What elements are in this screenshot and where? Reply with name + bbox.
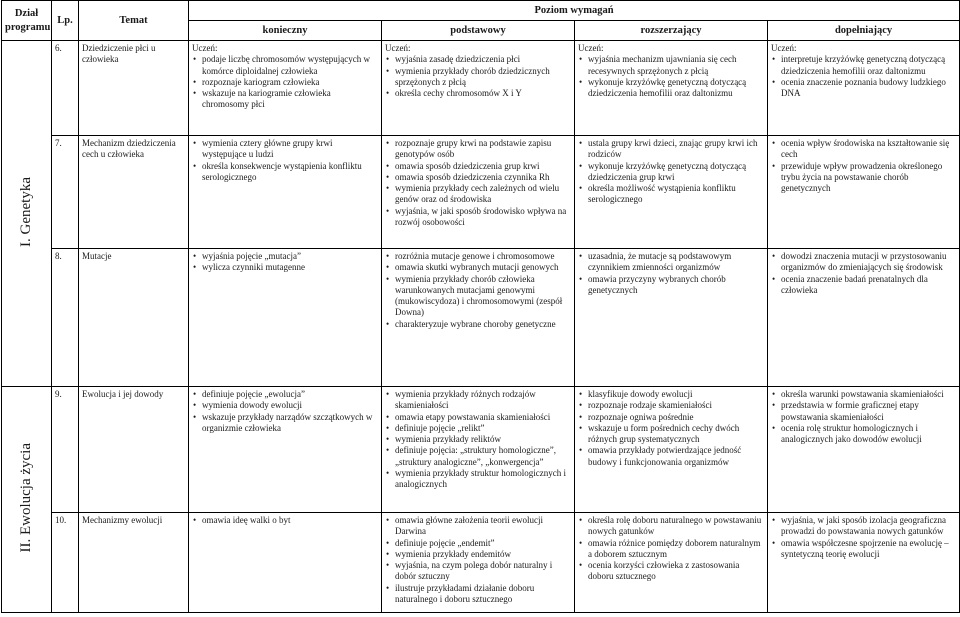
topic-title: Dziedziczenie płci u człowieka bbox=[79, 41, 189, 136]
requirement-item: • omawia ideę walki o byt bbox=[192, 515, 378, 526]
requirement-list bbox=[385, 138, 571, 228]
requirement-item: • wykonuje krzyżówkę genetyczną dotyczącą dziedziczenia hemofilii oraz daltonizmu bbox=[578, 77, 764, 100]
requirement-item: • wyjaśnia mechanizm ujawniania się cech recesywnych sprzężonych z płcią bbox=[578, 54, 764, 77]
topic-number: 10. bbox=[52, 513, 79, 613]
requirement-item: • wskazuje przykłady narządów szczątkowych w organizmie człowieka bbox=[192, 412, 378, 435]
table-row bbox=[2, 41, 960, 136]
requirement-item: • wymienia przykłady endemitów bbox=[385, 549, 571, 560]
topic-title: Mechanizmy ewolucji bbox=[79, 513, 189, 613]
requirement-item: • omawia sposób dziedziczenia czynnika Rh bbox=[385, 172, 571, 183]
requirement-list bbox=[192, 251, 378, 274]
requirement-item: • omawia sposób dziedziczenia grup krwi bbox=[385, 161, 571, 172]
section-cell bbox=[2, 41, 52, 387]
requirement-item: • ustala grupy krwi dzieci, znając grupy krwi ich rodziców bbox=[578, 138, 764, 161]
requirement-cell bbox=[382, 136, 575, 249]
topic-title: Mutacje bbox=[79, 249, 189, 387]
requirement-item: • ocenia znaczenie badań prenatalnych dla człowieka bbox=[771, 274, 956, 297]
requirement-item: • definiuje pojęcie „endemit” bbox=[385, 538, 571, 549]
requirement-cell bbox=[382, 513, 575, 613]
requirement-cell bbox=[189, 249, 382, 387]
requirement-item: • określa rolę doboru naturalnego w powstawaniu nowych gatunków bbox=[578, 515, 764, 538]
requirement-item: • rozpoznaje rodzaje skamieniałości bbox=[578, 400, 764, 411]
requirement-item: • ocenia korzyści człowieka z zastosowania doboru sztucznego bbox=[578, 560, 764, 583]
requirement-list bbox=[771, 515, 956, 560]
requirement-lead: Uczeń: bbox=[771, 43, 797, 53]
requirement-list bbox=[578, 251, 764, 296]
requirement-cell bbox=[768, 41, 960, 136]
requirement-cell bbox=[382, 41, 575, 136]
table-row bbox=[2, 513, 960, 613]
requirement-cell bbox=[382, 387, 575, 513]
table-row bbox=[2, 387, 960, 513]
header-level-dopelniajacy: dopełniający bbox=[768, 21, 960, 41]
requirement-list bbox=[385, 54, 571, 99]
requirement-list bbox=[192, 389, 378, 434]
requirement-list bbox=[192, 54, 378, 110]
requirement-item: • omawia skutki wybranych mutacji genowych bbox=[385, 262, 571, 273]
requirement-list bbox=[385, 389, 571, 490]
requirement-cell bbox=[575, 41, 768, 136]
table-row bbox=[2, 136, 960, 249]
requirement-item: • wymienia dowody ewolucji bbox=[192, 400, 378, 411]
table-body bbox=[2, 41, 960, 613]
header-level-podstawowy: podstawowy bbox=[382, 21, 575, 41]
requirement-lead: Uczeń: bbox=[578, 43, 604, 53]
requirement-item: • definiuje pojęcie „ewolucja” bbox=[192, 389, 378, 400]
section-cell bbox=[2, 387, 52, 613]
requirement-item: • podaje liczbę chromosomów występujących w komórce diploidalnej człowieka bbox=[192, 54, 378, 77]
requirement-list bbox=[771, 251, 956, 296]
requirement-item: • ilustruje przykładami działanie doboru naturalnego i doboru sztucznego bbox=[385, 583, 571, 606]
requirement-cell bbox=[768, 249, 960, 387]
requirement-cell bbox=[575, 513, 768, 613]
requirement-cell bbox=[189, 41, 382, 136]
requirement-item: • ocenia wpływ środowiska na kształtowanie się cech bbox=[771, 138, 956, 161]
requirement-item: • wylicza czynniki mutagenne bbox=[192, 262, 378, 273]
topic-number: 8. bbox=[52, 249, 79, 387]
requirement-item: • wyjaśnia pojęcie „mutacja” bbox=[192, 251, 378, 262]
requirement-item: • wymienia przykłady cech zależnych od wielu genów oraz od środowiska bbox=[385, 183, 571, 206]
requirement-cell bbox=[382, 249, 575, 387]
requirement-item: • ocenia znaczenie poznania budowy ludzkiego DNA bbox=[771, 77, 956, 100]
requirement-item: • interpretuje krzyżówkę genetyczną dotyczącą dziedziczenia hemofilii oraz daltonizmu bbox=[771, 54, 956, 77]
requirement-item: • wyjaśnia, na czym polega dobór naturalny i dobór sztuczny bbox=[385, 560, 571, 583]
requirement-cell bbox=[189, 387, 382, 513]
requirement-item: • uzasadnia, że mutacje są podstawowym czynnikiem zmienności organizmów bbox=[578, 251, 764, 274]
requirement-item: • omawia różnice pomiędzy doborem naturalnym a doborem sztucznym bbox=[578, 538, 764, 561]
requirement-item: • przedstawia w formie graficznej etapy powstawania skamieniałości bbox=[771, 400, 956, 423]
requirement-lead: Uczeń: bbox=[385, 43, 411, 53]
requirement-item: • wskazuje u form pośrednich cechy dwóch różnych grup systematycznych bbox=[578, 423, 764, 446]
requirement-list bbox=[578, 138, 764, 206]
header-level-konieczny: konieczny bbox=[189, 21, 382, 41]
topic-number: 9. bbox=[52, 387, 79, 513]
requirement-item: • wymienia przykłady reliktów bbox=[385, 434, 571, 445]
requirement-list bbox=[192, 138, 378, 183]
requirement-item: • rozróżnia mutacje genowe i chromosomowe bbox=[385, 251, 571, 262]
requirement-cell bbox=[575, 249, 768, 387]
requirement-item: • klasyfikuje dowody ewolucji bbox=[578, 389, 764, 400]
requirement-item: • ocenia rolę struktur homologicznych i analogicznych jako dowodów ewolucji bbox=[771, 423, 956, 446]
requirement-item: • dowodzi znaczenia mutacji w przystosowaniu organizmów do zmieniających się środowisk bbox=[771, 251, 956, 274]
requirement-item: • wyjaśnia, w jaki sposób izolacja geograficzna prowadzi do powstawania nowych gatunków bbox=[771, 515, 956, 538]
requirement-item: • omawia przykłady potwierdzające jedność budowy i funkcjonowania organizmów bbox=[578, 445, 764, 468]
topic-title: Ewolucja i jej dowody bbox=[79, 387, 189, 513]
header-poziom: Poziom wymagań bbox=[189, 1, 960, 21]
section-name: II. Ewolucja życia bbox=[18, 443, 35, 553]
requirement-item: • określa konsekwencje wystąpienia konfliktu serologicznego bbox=[192, 161, 378, 184]
section-name: I. Genetyka bbox=[18, 176, 35, 247]
header-lp: Lp. bbox=[52, 1, 79, 41]
requirement-list bbox=[385, 515, 571, 605]
requirement-list bbox=[771, 138, 956, 194]
requirement-item: • charakteryzuje wybrane choroby genetyczne bbox=[385, 319, 571, 330]
header-level-rozszerzajacy: rozszerzający bbox=[575, 21, 768, 41]
requirement-item: • definiuje pojęcia: „struktury homologiczne”, „struktury analogiczne”, „konwergencja” bbox=[385, 445, 571, 468]
requirement-item: • przewiduje wpływ prowadzenia określonego trybu życia na powstawanie chorób genetycznych bbox=[771, 161, 956, 195]
requirement-item: • określa warunki powstawania skamieniałości bbox=[771, 389, 956, 400]
requirement-list bbox=[385, 251, 571, 330]
requirements-table bbox=[1, 0, 960, 613]
requirement-item: • omawia etapy powstawania skamieniałości bbox=[385, 412, 571, 423]
requirement-list bbox=[578, 54, 764, 99]
requirement-item: • wymienia przykłady struktur homologicznych i analogicznych bbox=[385, 468, 571, 491]
requirement-lead: Uczeń: bbox=[192, 43, 218, 53]
requirement-item: • wykonuje krzyżówkę genetyczną dotyczącą dziedziczenia grup krwi bbox=[578, 161, 764, 184]
requirement-item: • omawia przyczyny wybranych chorób genetycznych bbox=[578, 274, 764, 297]
requirement-item: • wymienia przykłady chorób dziedzicznych sprzężonych z płcią bbox=[385, 66, 571, 89]
requirement-item: • omawia główne założenia teorii ewolucji Darwina bbox=[385, 515, 571, 538]
requirement-cell bbox=[768, 136, 960, 249]
requirement-list bbox=[578, 515, 764, 583]
header-temat: Temat bbox=[79, 1, 189, 41]
requirement-item: • wymienia przykłady różnych rodzajów skamieniałości bbox=[385, 389, 571, 412]
requirement-item: • rozpoznaje grupy krwi na podstawie zapisu genotypów osób bbox=[385, 138, 571, 161]
requirement-item: • określa cechy chromosomów X i Y bbox=[385, 88, 571, 99]
header-dzial: Dział programu bbox=[2, 1, 52, 41]
requirement-item: • definiuje pojęcie „relikt” bbox=[385, 423, 571, 434]
requirement-item: • wymienia cztery główne grupy krwi występujące u ludzi bbox=[192, 138, 378, 161]
requirement-cell bbox=[768, 387, 960, 513]
requirement-item: • wyjaśnia zasadę dziedziczenia płci bbox=[385, 54, 571, 65]
requirement-item: • rozpoznaje ogniwa pośrednie bbox=[578, 412, 764, 423]
topic-number: 6. bbox=[52, 41, 79, 136]
requirement-item: • omawia współczesne spojrzenie na ewolucję – syntetyczną teorię ewolucji bbox=[771, 538, 956, 561]
requirement-item: • wyjaśnia, w jaki sposób środowisko wpływa na rozwój osobowości bbox=[385, 206, 571, 229]
topic-number: 7. bbox=[52, 136, 79, 249]
requirement-item: • wskazuje na kariogramie człowieka chromosomy płci bbox=[192, 88, 378, 111]
table-row bbox=[2, 249, 960, 387]
requirement-item: • rozpoznaje kariogram człowieka bbox=[192, 77, 378, 88]
requirement-list bbox=[771, 54, 956, 99]
requirement-cell bbox=[189, 513, 382, 613]
requirement-cell bbox=[575, 136, 768, 249]
requirement-item: • wymienia przykłady chorób człowieka warunkowanych mutacjami genowymi (mukowiscydoza) i chromosomowymi (zespół Downa) bbox=[385, 274, 571, 319]
requirement-cell bbox=[189, 136, 382, 249]
requirement-cell bbox=[575, 387, 768, 513]
topic-title: Mechanizm dziedziczenia cech u człowieka bbox=[79, 136, 189, 249]
requirement-list bbox=[771, 389, 956, 445]
requirement-cell bbox=[768, 513, 960, 613]
requirement-list bbox=[578, 389, 764, 468]
requirement-item: • określa możliwość wystąpienia konfliktu serologicznego bbox=[578, 183, 764, 206]
requirement-list bbox=[192, 515, 378, 526]
